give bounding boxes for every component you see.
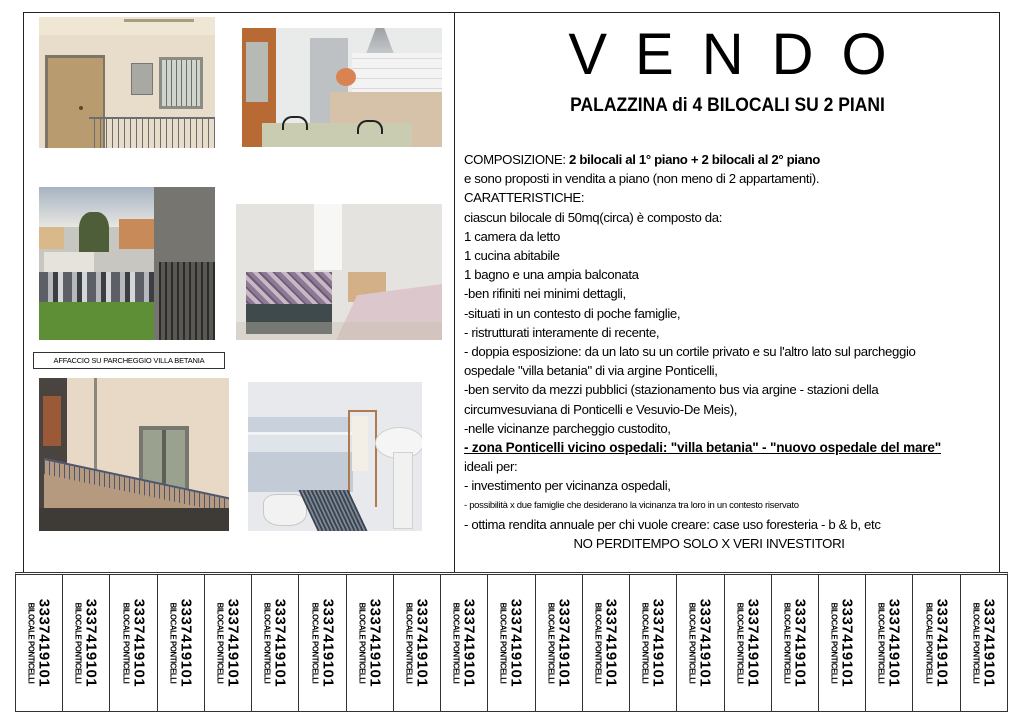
column-divider	[454, 12, 455, 572]
tab-label: BILOCALE PONTICELLI	[971, 602, 981, 684]
closing-line: NO PERDITEMPO SOLO X VERI INVESTITORI	[573, 536, 845, 552]
photo-bathroom	[248, 382, 422, 531]
tear-off-tab[interactable]	[441, 575, 488, 711]
tab-phone: 3337419101	[649, 598, 667, 688]
tab-label: BILOCALE PONTICELLI	[404, 602, 414, 684]
composizione-value: 2 bilocali al 1° piano + 2 bilocali al 2° piano	[569, 152, 820, 167]
tab-label: BILOCALE PONTICELLI	[215, 602, 225, 684]
tab-label: BILOCALE PONTICELLI	[451, 602, 461, 684]
highlight-line: - zona Ponticelli vicino ospedali: "villa betania" - "nuovo ospedale del mare"	[464, 440, 942, 456]
tab-phone: 3337419101	[507, 598, 525, 688]
tab-label: BILOCALE PONTICELLI	[26, 602, 36, 684]
tab-phone: 3337419101	[366, 598, 384, 688]
tab-phone: 3337419101	[35, 598, 53, 688]
photo-kitchen	[242, 28, 442, 147]
tab-phone: 3337419101	[224, 598, 242, 688]
tear-off-tab[interactable]	[110, 575, 157, 711]
tear-off-tab[interactable]	[488, 575, 535, 711]
body-line: circumvesuviana di Ponticelli e Vesuvio-De Meis),	[464, 401, 738, 417]
body-line: ciascun bilocale di 50mq(circa) è composto da:	[464, 209, 723, 225]
tear-off-tab[interactable]	[394, 575, 441, 711]
body-line: 1 camera da letto	[464, 228, 560, 244]
tear-off-tab[interactable]	[630, 575, 677, 711]
tab-phone: 3337419101	[744, 598, 762, 688]
body-line: - ristrutturati interamente di recente,	[464, 324, 660, 340]
tab-phone: 3337419101	[555, 598, 573, 688]
tab-label: BILOCALE PONTICELLI	[310, 602, 320, 684]
tab-label: BILOCALE PONTICELLI	[829, 602, 839, 684]
tab-phone: 3337419101	[271, 598, 289, 688]
tear-off-tab[interactable]	[819, 575, 866, 711]
tab-label: BILOCALE PONTICELLI	[73, 602, 83, 684]
tear-off-strip	[15, 572, 1008, 712]
flyer-title: VENDO	[568, 22, 915, 87]
tab-label: BILOCALE PONTICELLI	[876, 602, 886, 684]
ideali-item: - investimento per vicinanza ospedali,	[464, 478, 671, 494]
ideali-item: - ottima rendita annuale per chi vuole creare: case uso foresteria - b & b, etc	[464, 516, 881, 532]
tab-phone: 3337419101	[82, 598, 100, 688]
tab-label: BILOCALE PONTICELLI	[168, 602, 178, 684]
composizione-label: COMPOSIZIONE:	[464, 152, 570, 167]
tab-phone: 3337419101	[460, 598, 478, 688]
tab-phone: 3337419101	[130, 598, 148, 688]
body-line: 1 bagno e una ampia balconata	[464, 267, 639, 283]
tear-off-tab[interactable]	[347, 575, 394, 711]
tab-label: BILOCALE PONTICELLI	[640, 602, 650, 684]
tab-label: BILOCALE PONTICELLI	[498, 602, 508, 684]
tab-phone: 3337419101	[838, 598, 856, 688]
tear-off-tab[interactable]	[63, 575, 110, 711]
tab-label: BILOCALE PONTICELLI	[357, 602, 367, 684]
tear-off-tab[interactable]	[158, 575, 205, 711]
composizione-line	[464, 150, 994, 169]
ideali-item: - possibilità x due famiglie che desiderano la vicinanza tra loro in un contesto riservato	[464, 499, 799, 511]
tear-off-tab[interactable]	[299, 575, 346, 711]
tab-phone: 3337419101	[933, 598, 951, 688]
flyer-body	[464, 150, 994, 553]
tab-label: BILOCALE PONTICELLI	[924, 602, 934, 684]
body-line: -situati in un contesto di poche famiglie,	[464, 305, 681, 321]
tab-label: BILOCALE PONTICELLI	[687, 602, 697, 684]
photo-parking-view	[39, 187, 215, 340]
tab-phone: 3337419101	[413, 598, 431, 688]
tab-label: BILOCALE PONTICELLI	[546, 602, 556, 684]
tear-off-tab[interactable]	[583, 575, 630, 711]
photo-caption: AFFACCIO SU PARCHEGGIO VILLA BETANIA	[33, 352, 225, 369]
tear-off-tab[interactable]	[961, 575, 1007, 711]
body-line: e sono proposti in vendita a piano (non meno di 2 appartamenti).	[464, 171, 820, 187]
tear-off-tab[interactable]	[205, 575, 252, 711]
tab-phone: 3337419101	[791, 598, 809, 688]
tab-phone: 3337419101	[696, 598, 714, 688]
tear-off-tab[interactable]	[252, 575, 299, 711]
body-line: -ben rifiniti nei minimi dettagli,	[464, 286, 626, 302]
tab-phone: 3337419101	[319, 598, 337, 688]
tab-phone: 3337419101	[885, 598, 903, 688]
body-line: ospedale "villa betania" di via argine Ponticelli,	[464, 363, 718, 379]
tear-off-tab[interactable]	[913, 575, 960, 711]
tear-off-tab[interactable]	[536, 575, 583, 711]
tab-phone: 3337419101	[602, 598, 620, 688]
tab-label: BILOCALE PONTICELLI	[782, 602, 792, 684]
body-line: -nelle vicinanze parcheggio custodito,	[464, 420, 671, 436]
tear-off-tab[interactable]	[16, 575, 63, 711]
ideali-label: ideali per:	[464, 459, 518, 475]
tear-off-tab[interactable]	[725, 575, 772, 711]
tab-label: BILOCALE PONTICELLI	[262, 602, 272, 684]
tear-off-tab[interactable]	[677, 575, 724, 711]
tear-off-tab[interactable]	[772, 575, 819, 711]
body-line: CARATTERISTICHE:	[464, 190, 585, 206]
tab-phone: 3337419101	[980, 598, 998, 688]
body-line: -ben servito da mezzi pubblici (stazionamento bus via argine - stazioni della	[464, 382, 879, 398]
tab-label: BILOCALE PONTICELLI	[593, 602, 603, 684]
tab-label: BILOCALE PONTICELLI	[121, 602, 131, 684]
tab-label: BILOCALE PONTICELLI	[735, 602, 745, 684]
body-line: - doppia esposizione: da un lato su un cortile privato e su l'altro lato sul parcheggio	[464, 344, 916, 360]
photo-entrance	[39, 17, 215, 148]
body-line: 1 cucina abitabile	[464, 248, 560, 264]
flyer-subtitle: PALAZZINA di 4 BILOCALI SU 2 PIANI	[570, 95, 885, 116]
tear-off-tab[interactable]	[866, 575, 913, 711]
tab-phone: 3337419101	[177, 598, 195, 688]
photo-courtyard	[39, 378, 229, 531]
photo-bedroom	[236, 204, 442, 340]
